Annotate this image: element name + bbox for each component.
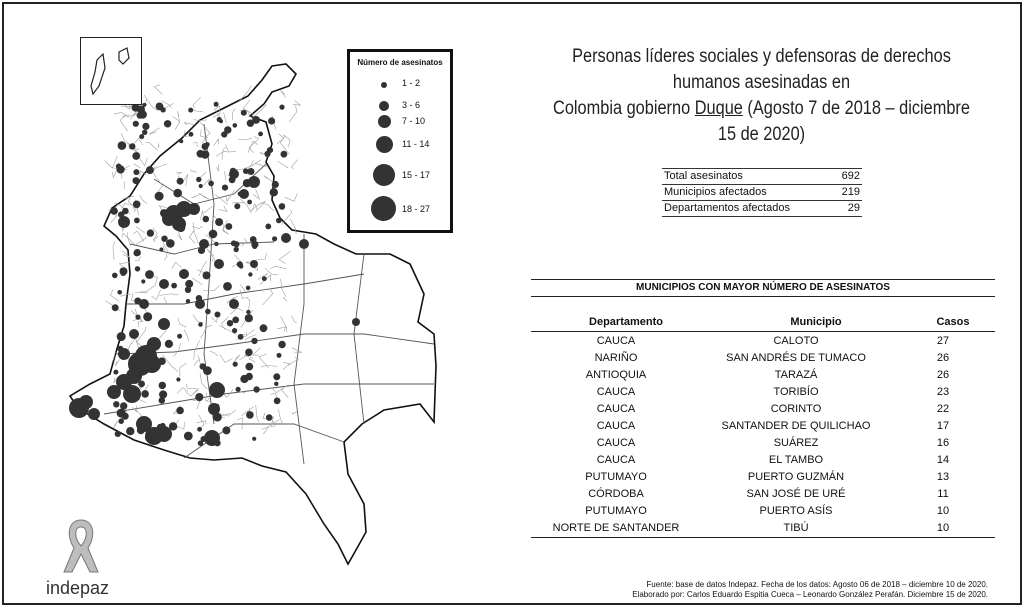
case-marker: [238, 334, 244, 340]
cell-departamento: CAUCA: [596, 437, 636, 449]
case-marker: [165, 340, 173, 348]
case-marker: [169, 422, 177, 430]
case-marker: [135, 266, 140, 271]
case-marker: [196, 177, 201, 182]
case-marker: [252, 244, 257, 249]
case-marker: [107, 385, 121, 399]
case-marker: [145, 433, 153, 441]
case-marker: [265, 224, 271, 230]
case-marker: [164, 120, 171, 127]
summary-value: 692: [841, 170, 860, 182]
case-marker: [118, 141, 127, 150]
case-marker: [201, 436, 207, 442]
case-marker: [195, 393, 203, 401]
case-marker: [139, 134, 144, 139]
case-marker: [197, 427, 202, 432]
case-marker: [179, 269, 189, 279]
case-marker: [88, 408, 100, 420]
case-marker: [231, 240, 237, 246]
logo-text: indepaz: [46, 578, 110, 598]
cell-municipio: SUÁREZ: [773, 437, 819, 449]
legend: [347, 49, 453, 233]
case-marker: [135, 315, 140, 320]
title-suffix: (Agosto 7 de 2018 – diciembre 15 de 2020): [717, 98, 970, 145]
case-marker: [252, 437, 256, 441]
case-marker: [143, 312, 152, 321]
table-row: [531, 384, 995, 401]
case-marker: [145, 270, 154, 279]
case-marker: [241, 110, 247, 116]
case-marker: [110, 207, 118, 215]
cell-casos: 16: [936, 437, 950, 449]
footer-credits: [632, 580, 988, 600]
case-marker: [251, 338, 257, 344]
case-marker: [115, 431, 121, 437]
case-marker: [253, 386, 259, 392]
case-marker: [247, 200, 252, 205]
legend-label: 11 - 14: [402, 139, 430, 149]
cell-departamento: ANTIOQUIA: [585, 369, 647, 381]
municipal-line: [120, 114, 128, 131]
municipal-line: [193, 97, 201, 108]
case-marker: [129, 329, 139, 339]
legend-label: 15 - 17: [402, 170, 431, 180]
case-marker: [245, 363, 253, 371]
legend-item: [350, 76, 450, 96]
municipal-line: [289, 106, 297, 123]
case-marker: [352, 318, 360, 326]
municipal-line: [158, 143, 159, 148]
header-municipio: Municipio: [790, 316, 842, 328]
case-marker: [213, 413, 222, 422]
municipal-line: [184, 123, 195, 125]
municipal-line: [293, 101, 301, 106]
case-marker: [134, 298, 141, 305]
cell-casos: 10: [936, 522, 950, 534]
case-marker: [281, 151, 288, 158]
case-marker: [166, 239, 175, 248]
cell-casos: 22: [936, 403, 950, 415]
header-departamento: Departamento: [589, 316, 663, 328]
cell-departamento: NORTE DE SANTANDER: [552, 522, 680, 534]
case-marker: [281, 233, 291, 243]
legend-title: Número de asesinatos: [357, 58, 443, 67]
case-marker: [176, 377, 180, 381]
summary-row: [662, 185, 862, 201]
case-marker: [142, 103, 146, 107]
municipal-line: [149, 128, 160, 135]
case-marker: [215, 312, 221, 318]
case-marker: [215, 218, 223, 226]
cell-casos: 10: [936, 505, 950, 517]
case-marker: [227, 320, 233, 326]
cell-municipio: TORIBÍO: [773, 386, 819, 398]
municipal-line: [114, 113, 129, 118]
legend-item: [350, 134, 450, 154]
cell-casos: 17: [936, 420, 950, 432]
case-marker: [171, 283, 177, 289]
case-marker: [273, 373, 280, 380]
case-marker: [129, 143, 135, 149]
case-marker: [247, 120, 254, 127]
cell-casos: 11: [937, 488, 949, 500]
summary-label: Municipios afectados: [664, 186, 767, 198]
case-marker: [112, 273, 118, 279]
case-marker: [250, 236, 257, 243]
case-marker: [268, 117, 275, 124]
case-marker: [134, 218, 140, 224]
table-row: [531, 503, 995, 520]
case-marker: [160, 107, 165, 112]
cell-departamento: CAUCA: [596, 386, 636, 398]
case-marker: [177, 334, 182, 339]
case-marker: [277, 353, 282, 358]
case-marker: [179, 139, 183, 143]
table-title: MUNICIPIOS CON MAYOR NÚMERO DE ASESINATOS: [531, 280, 995, 297]
municipal-line: [292, 160, 298, 169]
case-marker: [133, 121, 139, 127]
cell-departamento: NARIÑO: [594, 352, 638, 364]
case-marker: [185, 280, 193, 288]
case-marker: [177, 178, 184, 185]
case-marker: [133, 169, 139, 175]
municipal-line: [154, 85, 162, 95]
case-marker: [232, 317, 239, 324]
case-marker: [222, 426, 230, 434]
table-body: [531, 331, 995, 538]
case-marker: [258, 132, 263, 137]
case-marker: [214, 259, 224, 269]
case-marker: [141, 346, 146, 351]
case-marker: [157, 424, 165, 432]
case-marker: [272, 236, 277, 241]
case-marker: [113, 370, 118, 375]
case-marker: [229, 299, 239, 309]
legend-label: 7 - 10: [402, 116, 426, 126]
cell-departamento: CÓRDOBA: [588, 488, 644, 500]
legend-marker: [378, 115, 391, 128]
cell-departamento: CAUCA: [596, 420, 636, 432]
cell-municipio: SANTANDER DE QUILICHAO: [721, 420, 871, 432]
case-marker: [229, 176, 236, 183]
case-marker: [198, 247, 205, 254]
table-row: [531, 333, 995, 350]
table-row: [531, 367, 995, 384]
case-marker: [246, 373, 253, 380]
cell-departamento: PUTUMAYO: [585, 471, 647, 483]
legend-marker: [373, 164, 395, 186]
case-marker: [223, 282, 232, 291]
case-marker: [208, 181, 214, 187]
case-marker: [120, 402, 127, 409]
legend-label: 18 - 27: [402, 204, 431, 214]
case-marker: [214, 102, 219, 107]
cell-municipio: CALOTO: [773, 335, 819, 347]
cell-departamento: CAUCA: [596, 454, 636, 466]
case-marker: [205, 309, 211, 315]
case-marker: [186, 299, 190, 303]
municipal-line: [281, 90, 286, 98]
legend-marker: [371, 196, 396, 221]
case-marker: [245, 349, 253, 357]
case-marker: [260, 324, 268, 332]
cell-municipio: TIBÚ: [783, 522, 809, 534]
case-marker: [236, 387, 241, 392]
case-marker: [133, 177, 140, 184]
cell-casos: 13: [936, 471, 950, 483]
cell-departamento: CAUCA: [596, 403, 636, 415]
case-marker: [147, 365, 154, 372]
case-marker: [159, 382, 166, 389]
municipal-line: [281, 210, 291, 225]
case-marker: [250, 260, 258, 268]
case-marker: [189, 132, 194, 137]
title-line-1: Personas líderes sociales y defensoras de derechos humanos asesinadas en: [572, 46, 951, 93]
case-marker: [133, 201, 141, 209]
table-row: [531, 469, 995, 486]
case-marker: [267, 147, 273, 153]
case-marker: [278, 341, 285, 348]
case-marker: [158, 357, 166, 365]
case-marker: [233, 123, 238, 128]
municipal-line: [277, 161, 287, 168]
islands-inset: [80, 37, 142, 105]
case-marker: [158, 318, 170, 330]
legend-item: [350, 112, 450, 132]
case-marker: [147, 342, 152, 347]
case-marker: [188, 108, 193, 113]
case-marker: [177, 223, 186, 232]
case-marker: [138, 381, 145, 388]
case-marker: [224, 126, 231, 133]
case-marker: [159, 248, 163, 252]
cell-departamento: PUTUMAYO: [585, 505, 647, 517]
cell-casos: 26: [936, 352, 950, 364]
case-marker: [117, 346, 123, 352]
case-marker: [122, 208, 129, 215]
cell-municipio: SAN ANDRÉS DE TUMACO: [726, 352, 866, 364]
legend-marker: [379, 101, 389, 111]
cell-municipio: EL TAMBO: [768, 454, 824, 466]
map-title: [544, 44, 978, 148]
municipal-line: [134, 164, 140, 168]
legend-marker: [381, 82, 387, 88]
cell-municipio: PUERTO GUZMÁN: [747, 471, 845, 483]
case-marker: [146, 166, 154, 174]
case-marker: [198, 322, 203, 327]
summary-row: [662, 168, 862, 185]
case-marker: [176, 407, 184, 415]
case-marker: [117, 290, 122, 295]
case-marker: [159, 390, 167, 398]
table-row: [531, 418, 995, 435]
case-marker: [262, 276, 267, 281]
case-marker: [214, 440, 221, 447]
case-marker: [234, 247, 239, 252]
case-marker: [205, 142, 210, 147]
cell-casos: 14: [936, 454, 950, 466]
municipal-line: [105, 156, 118, 168]
case-marker: [246, 310, 250, 314]
case-marker: [230, 168, 236, 174]
case-marker: [142, 130, 147, 135]
case-marker: [118, 418, 124, 424]
municipal-line: [110, 289, 119, 301]
case-marker: [266, 414, 273, 421]
case-marker: [113, 401, 119, 407]
case-marker: [142, 123, 149, 130]
legend-item: [350, 164, 450, 184]
municipal-line: [144, 95, 158, 111]
legend-label: 3 - 6: [402, 100, 421, 110]
case-marker: [238, 191, 243, 196]
top-municipalities-table: [531, 279, 995, 538]
cell-casos: 27: [936, 335, 950, 347]
cell-casos: 23: [936, 386, 950, 398]
case-marker: [272, 181, 279, 188]
table-row: [531, 452, 995, 469]
case-marker: [116, 164, 122, 170]
footer-source: Fuente: base de datos Indepaz. Fecha de los datos: Agosto 06 de 2018 – diciembre 10 de 2020.: [646, 580, 988, 589]
footer-authors: Elaborado por: Carlos Eduardo Espitia Cueca – Leonardo González Perafán. Diciembre 15 de 2020.: [632, 590, 988, 599]
case-marker: [279, 105, 284, 110]
summary-row: [662, 201, 862, 217]
case-marker: [248, 272, 252, 276]
case-marker: [147, 229, 154, 236]
case-marker: [112, 304, 119, 311]
title-underlined: Duque: [694, 98, 743, 119]
title-prefix: Colombia gobierno: [553, 98, 695, 119]
cell-municipio: CORINTO: [770, 403, 822, 415]
case-marker: [132, 152, 140, 160]
case-marker: [218, 387, 222, 391]
municipal-line: [285, 193, 298, 201]
cell-municipio: PUERTO ASÍS: [759, 505, 833, 517]
case-marker: [155, 192, 164, 201]
island-providencia: [119, 48, 129, 64]
case-marker: [117, 332, 126, 341]
case-marker: [233, 362, 238, 367]
case-marker: [173, 189, 182, 198]
table-row: [531, 486, 995, 503]
table-row: [531, 520, 995, 537]
case-marker: [188, 203, 200, 215]
legend-marker: [376, 136, 393, 153]
municipal-line: [146, 142, 158, 150]
case-marker: [274, 382, 278, 386]
case-marker: [203, 271, 211, 279]
case-marker: [232, 328, 237, 333]
municipal-line: [113, 241, 115, 259]
summary-label: Total asesinatos: [664, 170, 743, 182]
case-marker: [234, 203, 240, 209]
case-marker: [120, 270, 126, 276]
cell-casos: 26: [936, 369, 950, 381]
case-marker: [203, 216, 210, 223]
case-marker: [141, 279, 145, 283]
case-marker: [299, 239, 309, 249]
table-row: [531, 401, 995, 418]
case-marker: [209, 382, 225, 398]
case-marker: [270, 188, 278, 196]
title-line-2: [544, 96, 978, 148]
summary-value: 29: [847, 202, 860, 214]
cell-municipio: SAN JOSÉ DE URÉ: [746, 488, 846, 500]
case-marker: [245, 314, 253, 322]
legend-item: [350, 196, 450, 216]
cell-municipio: TARAZÁ: [774, 369, 818, 381]
case-marker: [276, 218, 282, 224]
case-marker: [200, 363, 206, 369]
case-marker: [214, 242, 218, 246]
case-marker: [184, 432, 193, 441]
case-marker: [118, 216, 130, 228]
case-marker: [246, 286, 251, 291]
case-marker: [226, 223, 233, 230]
case-marker: [209, 230, 218, 239]
case-marker: [161, 236, 167, 242]
case-marker: [279, 203, 286, 210]
legend-label: 1 - 2: [402, 78, 421, 88]
case-marker: [239, 264, 244, 269]
case-marker: [122, 413, 129, 420]
case-marker: [217, 117, 222, 122]
case-marker: [199, 184, 203, 188]
case-marker: [141, 390, 149, 398]
case-marker: [222, 185, 228, 191]
cell-departamento: CAUCA: [596, 335, 636, 347]
case-marker: [196, 295, 202, 301]
summary-label: Departamentos afectados: [664, 202, 790, 214]
case-marker: [246, 411, 254, 419]
case-marker: [214, 404, 219, 409]
case-marker: [159, 279, 169, 289]
case-marker: [79, 395, 93, 409]
table-row: [531, 350, 995, 367]
case-marker: [126, 427, 134, 435]
table-header-row: [531, 315, 995, 329]
case-marker: [274, 398, 281, 405]
figure-frame: [2, 2, 1022, 605]
case-marker: [161, 211, 168, 218]
case-marker: [197, 150, 205, 158]
summary-table: [662, 168, 862, 217]
summary-value: 219: [841, 186, 860, 198]
header-casos: Casos: [936, 316, 970, 328]
case-marker: [243, 168, 249, 174]
case-marker: [134, 249, 141, 256]
table-row: [531, 435, 995, 452]
case-marker: [243, 179, 251, 187]
case-marker: [137, 426, 145, 434]
island-san-andres: [91, 54, 105, 94]
